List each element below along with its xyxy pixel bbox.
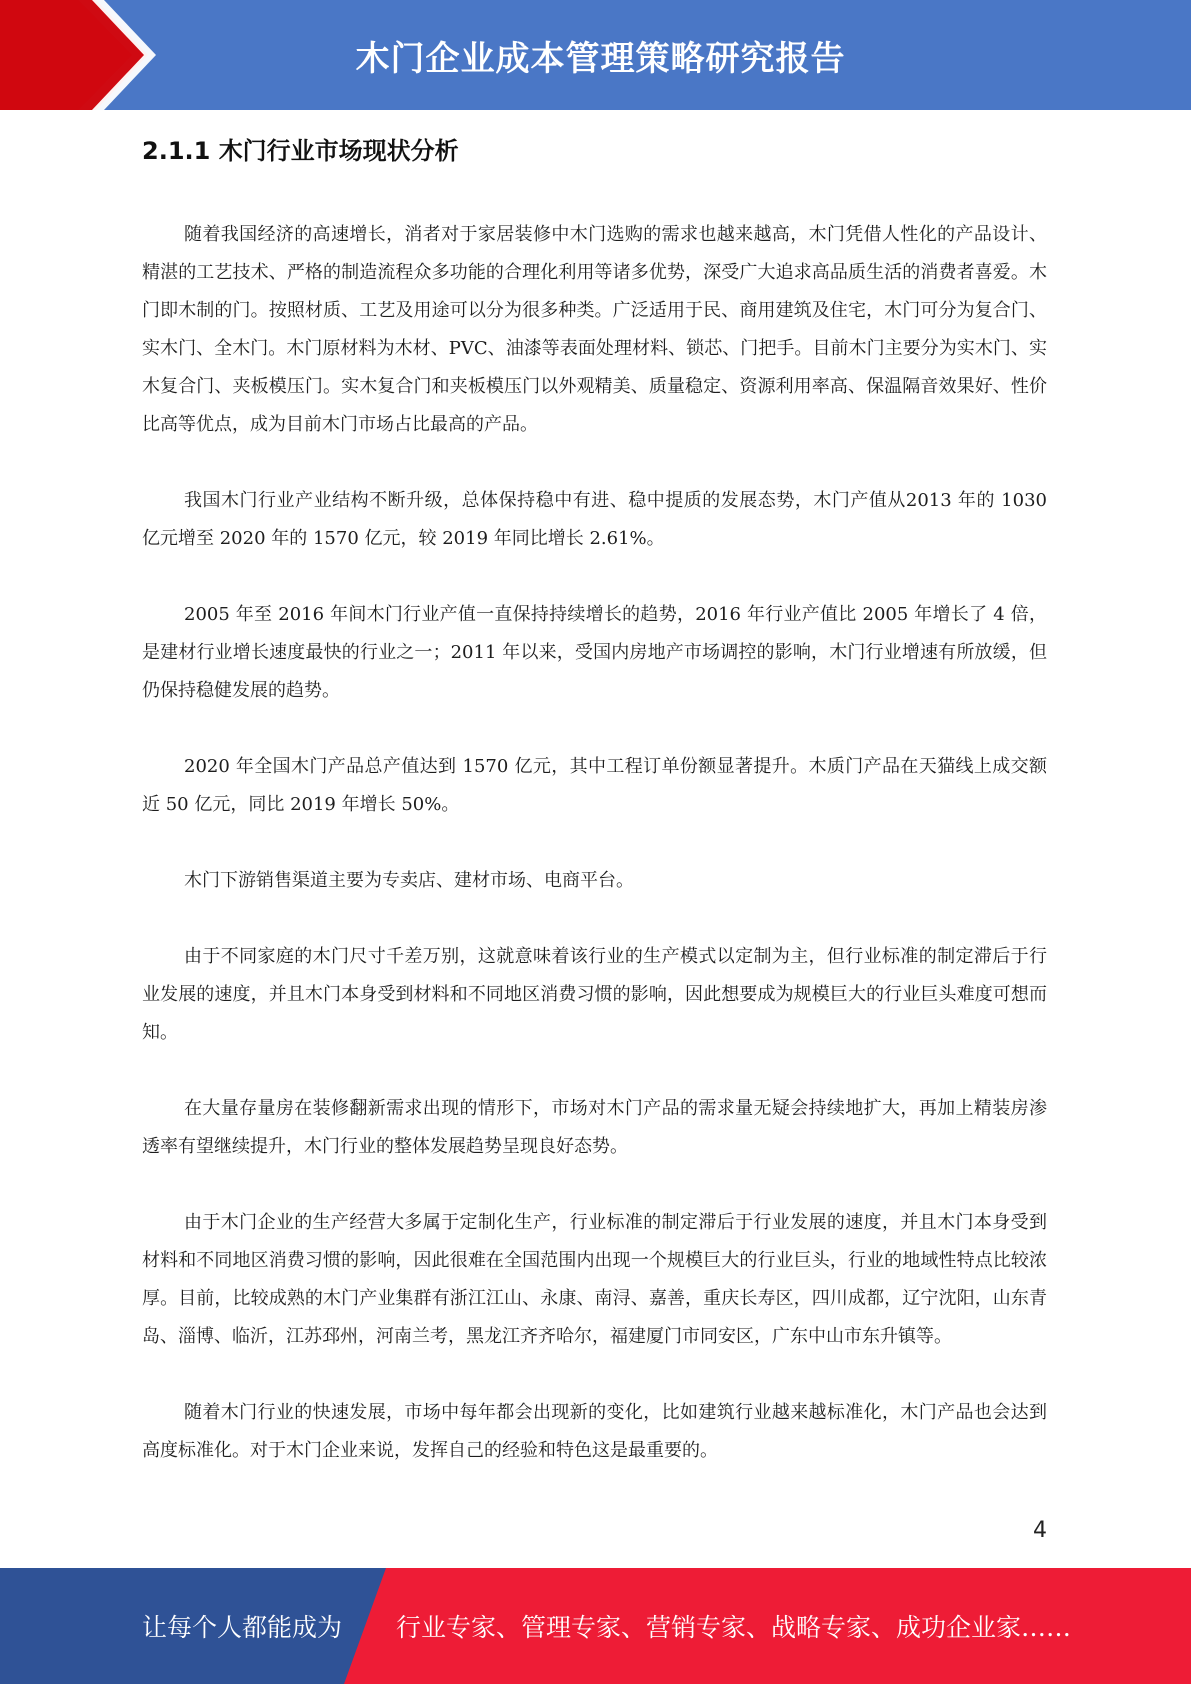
footer-slogan-right: 行业专家、管理专家、营销专家、战略专家、成功企业家…… — [396, 1613, 1072, 1642]
page-footer — [0, 1568, 1191, 1684]
paragraph-1: 随着我国经济的高速增长，消者对于家居装修中木门选购的需求也越来越高，木门凭借人性化的产品设计、精湛的工艺技术、严格的制造流程众多功能的合理化利用等诸多优势，深受广大追求高品质生活的消费者喜爱。木门即木制的门。按照材质、工艺及用途可以分为很多种类。广泛适用于民、商用建筑及住宅，木门可分为复合门、实木门、全木门。木门原材料为木材、PVC、油漆等表面处理材料、锁芯、门把手。目前木门主要分为实木门、实木复合门、夹板模压门。实木复合门和夹板模压门以外观精美、质量稳定、资源利用率高、保温隔音效果好、性价比高等优点，成为目前木门市场占比最高的产品。 — [142, 224, 1047, 435]
paragraph-6: 由于不同家庭的木门尺寸千差万别，这就意味着该行业的生产模式以定制为主，但行业标准的制定滞后于行业发展的速度，并且木门本身受到材料和不同地区消费习惯的影响，因此想要成为规模巨大的行业巨头难度可想而知。 — [142, 946, 1047, 1043]
paragraph-7: 在大量存量房在装修翻新需求出现的情形下，市场对木门产品的需求量无疑会持续地扩大，再加上精装房渗透率有望继续提升，木门行业的整体发展趋势呈现良好态势。 — [142, 1098, 1047, 1157]
page-header — [0, 0, 1191, 110]
report-title: 木门企业成本管理策略研究报告 — [355, 38, 846, 79]
paragraph-5: 木门下游销售渠道主要为专卖店、建材市场、电商平台。 — [184, 870, 634, 891]
paragraph-2: 我国木门行业产业结构不断升级，总体保持稳中有进、稳中提质的发展态势，木门产值从2013 年的 1030 亿元增至 2020 年的 1570 亿元，较 2019 年同比增长 2.61%。 — [142, 490, 1047, 549]
paragraph-8: 由于木门企业的生产经营大多属于定制化生产，行业标准的制定滞后于行业发展的速度，并且木门本身受到材料和不同地区消费习惯的影响，因此很难在全国范围内出现一个规模巨大的行业巨头，行业的地域性特点比较浓厚。目前，比较成熟的木门产业集群有浙江江山、永康、南浔、嘉善，重庆长寿区，四川成都，辽宁沈阳，山东青岛、淄博、临沂，江苏邳州，河南兰考，黑龙江齐齐哈尔，福建厦门市同安区，广东中山市东升镇等。 — [142, 1212, 1047, 1347]
document-body — [142, 128, 1047, 1508]
paragraph-4: 2020 年全国木门产品总产值达到 1570 亿元，其中工程订单份额显著提升。木质门产品在天猫线上成交额近 50 亿元，同比 2019 年增长 50%。 — [142, 756, 1047, 815]
section-heading: 2.1.1 木门行业市场现状分析 — [142, 137, 459, 165]
footer-slogan-left: 让每个人都能成为 — [142, 1613, 343, 1642]
paragraph-9: 随着木门行业的快速发展，市场中每年都会出现新的变化，比如建筑行业越来越标准化，木门产品也会达到高度标准化。对于木门企业来说，发挥自己的经验和特色这是最重要的。 — [142, 1402, 1047, 1461]
paragraph-3: 2005 年至 2016 年间木门行业产值一直保持持续增长的趋势，2016 年行业产值比 2005 年增长了 4 倍，是建材行业增长速度最快的行业之一；2011 年以来，受国内房地产市场调控的影响，木门行业增速有所放缓，但仍保持稳健发展的趋势。 — [142, 604, 1047, 701]
page-number: 4 — [1033, 1518, 1047, 1543]
